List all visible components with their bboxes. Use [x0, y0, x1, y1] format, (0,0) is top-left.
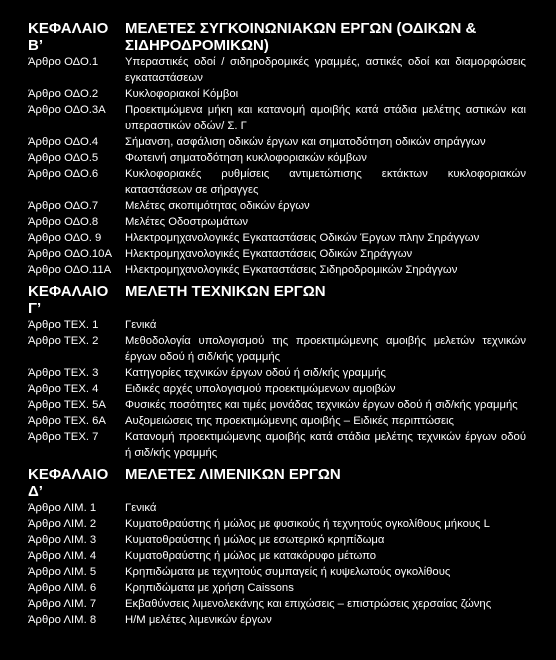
article-description: Μελέτες Οδοστρωμάτων	[125, 216, 249, 228]
article-description: Γενικά	[125, 502, 157, 514]
article-description: Μεθοδολογία υπολογισμού της προεκτιμώμενης αμοιβής μελετών τεχνικών έργων οδού ή σιδ/κής γραμμής	[125, 335, 526, 363]
article-description: Κυματοθραύστης ή μώλος με εσωτερικό κρηπίδωμα	[125, 534, 385, 546]
article-number: Άρθρο ΛΙΜ. 1	[28, 502, 97, 514]
article-description: Κατηγορίες τεχνικών έργων οδού ή σιδ/κής γραμμής	[125, 367, 386, 379]
chapter-title: ΜΕΛΕΤΗ ΤΕΧΝΙΚΩΝ ΕΡΓΩΝ	[125, 283, 326, 300]
article-description: Κυκλοφοριακοί Κόμβοι	[125, 88, 239, 100]
article-number: Άρθρο ΤΕΧ. 2	[28, 335, 99, 347]
article-description: Προεκτιμώμενα μήκη και κατανομή αμοιβής κατά στάδια μελέτης αστικών και υπεραστικών οδών/ Σ. Γ	[125, 104, 526, 132]
article-number: Άρθρο ΛΙΜ. 2	[28, 518, 97, 530]
article-description: Φυσικές ποσότητες και τιμές μονάδας τεχνικών έργων οδού ή σιδ/κής γραμμής	[125, 399, 518, 411]
chapter-label: ΚΕΦΑΛΑΙΟ Β’	[28, 20, 109, 54]
chapter-section	[28, 466, 526, 628]
article-number: Άρθρο ΟΔΟ.1	[28, 56, 99, 68]
article-description: Αυξομειώσεις της προεκτιμώμενης αμοιβής – Ειδικές περιπτώσεις	[125, 415, 454, 427]
article-description: Σήμανση, ασφάλιση οδικών έργων και σηματοδότηση οδικών σηράγγων	[125, 136, 486, 148]
article-number: Άρθρο ΤΕΧ. 4	[28, 383, 99, 395]
article-description: Κρηπιδώματα με τεχνητούς συμπαγείς ή κυψελωτούς ογκολίθους	[125, 566, 451, 578]
table-of-contents	[28, 20, 526, 628]
article-description: Η/Μ μελέτες λιμενικών έργων	[125, 614, 272, 626]
article-number: Άρθρο ΤΕΧ. 1	[28, 319, 99, 331]
article-description: Κυματοθραύστης ή μώλος με φυσικούς ή τεχνητούς ογκολίθους μήκους L	[125, 518, 490, 530]
article-description: Ηλεκτρομηχανολογικές Εγκαταστάσεις Οδικών Σηράγγων	[125, 248, 413, 260]
article-number: Άρθρο ΛΙΜ. 6	[28, 582, 97, 594]
article-description: Κρηπιδώματα με χρήση Caissons	[125, 582, 294, 594]
article-number: Άρθρο ΤΕΧ. 7	[28, 431, 99, 443]
chapter-section	[28, 20, 526, 278]
article-description: Ηλεκτρομηχανολογικές Εγκαταστάσεις Σιδηροδρομικών Σηράγγων	[125, 264, 458, 276]
article-description: Κυκλοφοριακές ρυθμίσεις αντιμετώπισης εκτάκτων κυκλοφοριακών καταστάσεων σε σήραγγες	[125, 168, 526, 196]
chapter-label: ΚΕΦΑΛΑΙΟ Γ’	[28, 283, 109, 317]
article-number: Άρθρο ΤΕΧ. 3	[28, 367, 99, 379]
article-number: Άρθρο ΟΔΟ.5	[28, 152, 99, 164]
article-number: Άρθρο ΛΙΜ. 3	[28, 534, 97, 546]
article-description: Ηλεκτρομηχανολογικές Εγκαταστάσεις Οδικών Έργων πλην Σηράγγων	[125, 232, 480, 244]
chapter-title: ΜΕΛΕΤΕΣ ΣΥΓΚΟΙΝΩΝΙΑΚΩΝ ΕΡΓΩΝ (ΟΔΙΚΩΝ & ΣΙΔΗΡΟΔΡΟΜΙΚΩΝ)	[125, 20, 477, 54]
article-number: Άρθρο ΟΔΟ. 9	[28, 232, 102, 244]
article-description: Κατανομή προεκτιμώμενης αμοιβής κατά στάδια μελέτης τεχνικών έργων οδού ή σιδ/κής γραμμής	[125, 431, 526, 459]
article-description: Γενικά	[125, 319, 157, 331]
article-number: Άρθρο ΛΙΜ. 5	[28, 566, 97, 578]
article-number: Άρθρο ΤΕΧ. 6Α	[28, 415, 106, 427]
article-number: Άρθρο ΤΕΧ. 5Α	[28, 399, 106, 411]
article-number: Άρθρο ΟΔΟ.3Α	[28, 104, 106, 116]
article-description: Ειδικές αρχές υπολογισμού προεκτιμώμενων αμοιβών	[125, 383, 396, 395]
article-number: Άρθρο ΟΔΟ.10Α	[28, 248, 112, 260]
article-number: Άρθρο ΛΙΜ. 8	[28, 614, 97, 626]
article-description: Υπεραστικές οδοί / σιδηροδρομικές γραμμές, αστικές οδοί και διαμορφώσεις εγκαταστάσεων	[125, 56, 526, 84]
article-number: Άρθρο ΛΙΜ. 7	[28, 598, 97, 610]
article-description: Κυματοθραύστης ή μώλος με κατακόρυφο μέτωπο	[125, 550, 377, 562]
article-number: Άρθρο ΟΔΟ.4	[28, 136, 99, 148]
article-number: Άρθρο ΟΔΟ.8	[28, 216, 99, 228]
article-description: Εκβαθύνσεις λιμενολεκάνης και επιχώσεις – επιστρώσεις χερσαίας ζώνης	[125, 598, 492, 610]
article-number: Άρθρο ΟΔΟ.2	[28, 88, 99, 100]
article-number: Άρθρο ΟΔΟ.7	[28, 200, 99, 212]
chapter-section	[28, 283, 526, 461]
article-description: Φωτεινή σηματοδότηση κυκλοφοριακών κόμβων	[125, 152, 367, 164]
article-number: Άρθρο ΟΔΟ.11Α	[28, 264, 112, 276]
chapter-label: ΚΕΦΑΛΑΙΟ Δ’	[28, 466, 109, 500]
article-number: Άρθρο ΛΙΜ. 4	[28, 550, 97, 562]
article-number: Άρθρο ΟΔΟ.6	[28, 168, 99, 180]
article-description: Μελέτες σκοπιμότητας οδικών έργων	[125, 200, 310, 212]
chapter-title: ΜΕΛΕΤΕΣ ΛΙΜΕΝΙΚΩΝ ΕΡΓΩΝ	[125, 466, 341, 483]
